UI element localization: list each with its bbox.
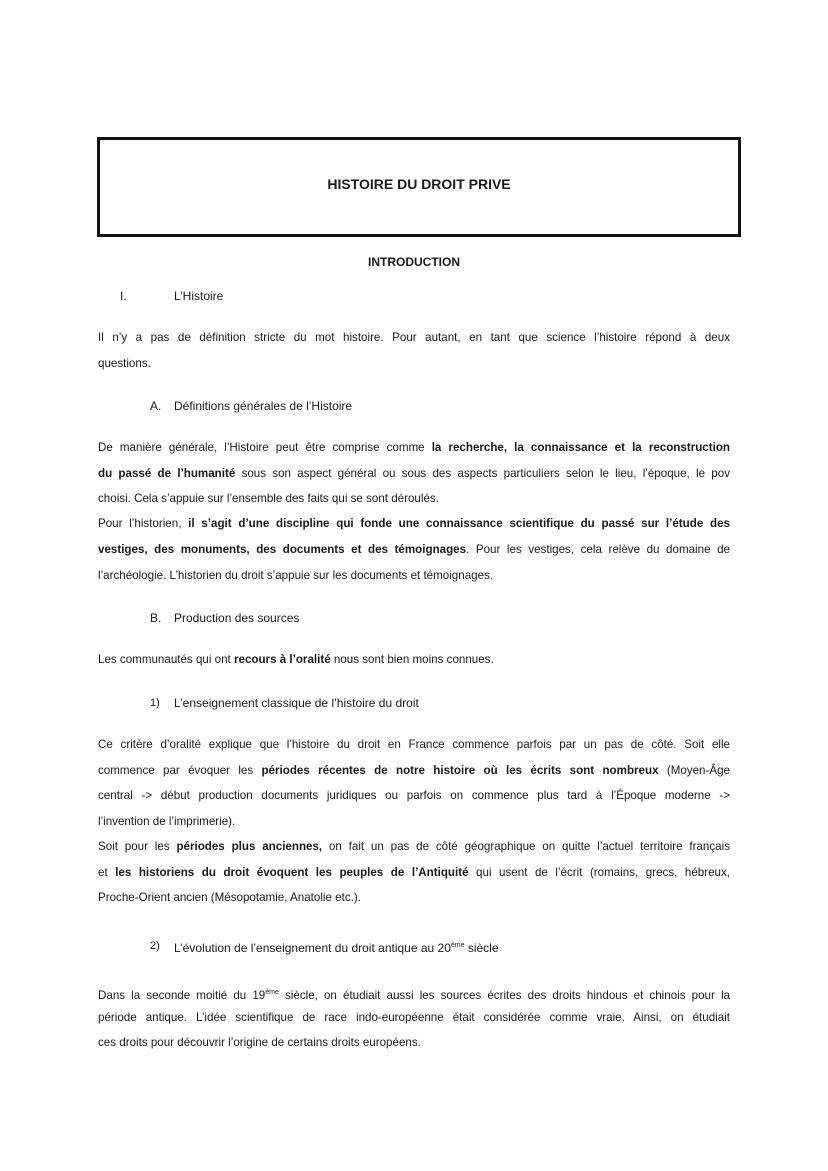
para-1b-line — [98, 788, 730, 804]
sub-1-number: 1) — [150, 697, 160, 709]
para-1b-line — [98, 865, 730, 881]
title-box — [97, 137, 741, 237]
sub-a-number: A. — [150, 399, 162, 413]
superscript: ème — [265, 989, 279, 996]
para-1b-line — [98, 890, 730, 906]
sub-2-number: 2) — [150, 940, 160, 952]
text-run: Il n’y a pas de définition stricte du mot histoire. Pour autant, en tant que science l’histoire répond à deux — [98, 331, 730, 344]
para-A-line — [98, 568, 730, 584]
para-1b-line — [98, 737, 730, 753]
text-run: sous son aspect général ou sous des aspects particuliers selon le lieu, l’époque, le pov — [235, 467, 730, 480]
para-A-line — [98, 542, 730, 558]
text-run: et — [98, 866, 116, 879]
para-1b-line — [98, 763, 730, 779]
para-1-line — [98, 330, 730, 346]
text-run: ces droits pour découvrir l’origine de certains droits européens. — [98, 1036, 421, 1049]
text-run: qui usent de l’écrit (romains, grecs, hébreux, — [468, 866, 731, 879]
sub-a-heading: Définitions générales de l’Histoire — [174, 399, 353, 413]
para-1b-line — [98, 839, 730, 855]
bold-text: il s’agit d’une discipline qui fonde une connaissance scientifique du passé sur l’étude des — [188, 517, 730, 530]
para-2-line — [98, 1010, 730, 1026]
sub-2-heading-suffix: siècle — [464, 941, 499, 955]
para-A-line — [98, 440, 730, 456]
text-run: Ce critère d’oralité explique que l’histoire du droit en France commence parfois par un pas de côté. Soit elle — [98, 738, 730, 751]
para-A-line — [98, 466, 730, 482]
para-A-line — [98, 491, 730, 507]
introduction-heading: INTRODUCTION — [368, 255, 460, 269]
bold-text: les historiens du droit évoquent les peuples de l’Antiquité — [115, 866, 469, 879]
bold-text: périodes plus anciennes, — [176, 840, 323, 853]
text-run: choisi. Cela s’appuie sur l’ensemble des faits qui se sont déroulés. — [98, 492, 439, 505]
para-2-line — [98, 985, 730, 1004]
text-run: . Pour les vestiges, cela relève du domaine de — [466, 543, 730, 556]
para-2-line — [98, 1035, 730, 1051]
text-run: l’invention de l’imprimerie). — [98, 815, 236, 828]
text-run: Proche-Orient ancien (Mésopotamie, Anatolie etc.). — [98, 891, 361, 904]
text-run: (Moyen-Âge — [658, 764, 730, 777]
para-B-line — [98, 652, 730, 668]
text-run: De manière générale, l’Histoire peut être comprise comme — [98, 441, 432, 454]
text-run: central -> début production documents juridiques ou parfois on commence plus tard à l’Époque moderne -> — [98, 789, 730, 802]
bold-text: la recherche, la connaissance et la reconstruction — [431, 441, 730, 454]
para-1-line — [98, 356, 730, 372]
text-run: Pour l’historien, — [98, 517, 189, 530]
sub-2-superscript: ème — [450, 942, 465, 949]
text-run: nous sont bien moins connues. — [330, 653, 494, 666]
sub-2-heading-text: L’évolution de l’enseignement du droit antique au 20 — [174, 941, 451, 955]
text-run: Les communautés qui ont — [98, 653, 234, 666]
text-run: Dans la seconde moitié du 19 — [98, 988, 266, 1002]
text-run: période antique. L’idée scientifique de race indo-européenne était considérée comme vraie. Ainsi, on étudiait — [98, 1011, 730, 1024]
bold-text: périodes récentes de notre histoire où les écrits sont nombreux — [261, 764, 659, 777]
sub-b-heading: Production des sources — [174, 611, 300, 625]
sub-b-number: B. — [150, 611, 162, 625]
text-run: siècle, on étudiait aussi les sources écrites des droits hindous et chinois pour la — [278, 988, 730, 1002]
section-1-number: I. — [120, 289, 127, 303]
para-A-line — [98, 516, 730, 532]
text-run: l’archéologie. L’historien du droit s’appuie sur les documents et témoignages. — [98, 569, 494, 582]
text-run: commence par évoquer les — [98, 764, 262, 777]
text-run: on fait un pas de côté géographique on quitte l’actuel territoire français — [322, 840, 730, 853]
text-run: Soit pour les — [98, 840, 177, 853]
document-title: HISTOIRE DU DROIT PRIVE — [327, 176, 511, 192]
para-1b-line — [98, 814, 730, 830]
section-1-heading: L’Histoire — [174, 289, 224, 303]
sub-1-heading: L’enseignement classique de l’histoire du droit — [174, 696, 419, 710]
sub-2-heading — [174, 938, 499, 956]
bold-text: recours à l’oralité — [233, 653, 331, 666]
bold-text: vestiges, des monuments, des documents et des témoignages — [98, 543, 467, 556]
bold-text: du passé de l’humanité — [98, 467, 236, 480]
text-run: questions. — [98, 357, 151, 370]
